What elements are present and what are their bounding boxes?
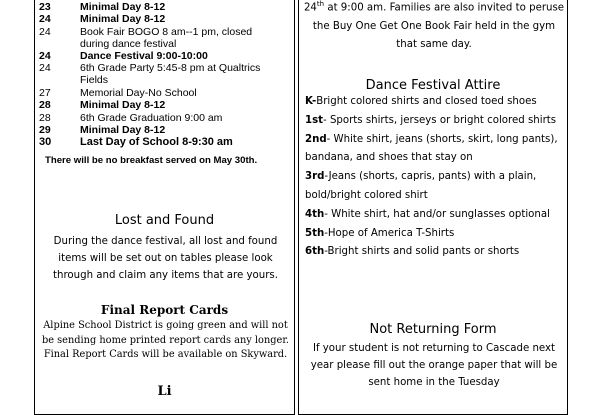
calendar-day: 24 bbox=[39, 50, 51, 63]
calendar-event: 6th Grade Party 5:45-8 pm at Qualtrics Fields bbox=[80, 62, 261, 87]
final-report-text: Alpine School District is going green and will not be sending home printed report cards any longer. Final Report Cards will be available on Skyward. bbox=[41, 320, 290, 360]
calendar-day: 24 bbox=[39, 13, 51, 26]
attire-item bbox=[305, 225, 567, 244]
attire-item bbox=[305, 112, 567, 131]
attire-item bbox=[305, 168, 567, 206]
attire-description: Bright colored shirts and closed toed shoes bbox=[316, 96, 537, 107]
not-returning-title: Not Returning Form bbox=[369, 322, 497, 337]
calendar-event: Minimal Day 8-12 bbox=[80, 99, 166, 112]
attire-item bbox=[305, 206, 567, 225]
calendar-day: 29 bbox=[39, 123, 51, 136]
calendar-day: 27 bbox=[39, 87, 51, 100]
calendar-list bbox=[35, 1, 294, 149]
calendar-row bbox=[35, 62, 294, 87]
calendar-event: Minimal Day 8-12 bbox=[80, 123, 166, 136]
cut-off-heading: Li bbox=[157, 384, 172, 399]
attire-grade: 6th bbox=[305, 246, 325, 258]
not-returning-text: If your student is not returning to Cascade next year please fill out the orange paper that will be sent home in the Tuesday bbox=[310, 343, 558, 388]
calendar-day: 23 bbox=[39, 1, 51, 13]
calendar-row bbox=[35, 1, 294, 13]
attire-description: -Hope of America T-Shirts bbox=[324, 227, 455, 239]
calendar-row bbox=[35, 124, 294, 136]
lost-found-title: Lost and Found bbox=[114, 213, 215, 228]
calendar-day: 28 bbox=[39, 99, 51, 112]
intro-date-suffix: th bbox=[316, 0, 325, 8]
attire-description: - White shirt, jeans (shorts, skirt, long pants), bandana, and shoes that stay on bbox=[305, 133, 558, 164]
intro-date: 24 bbox=[303, 2, 317, 14]
attire-description: -Bright shirts and solid pants or shorts bbox=[324, 246, 520, 258]
calendar-event: Last Day of School 8-9:30 am bbox=[80, 136, 233, 149]
calendar-day: 30 bbox=[39, 136, 52, 149]
calendar-event: Memorial Day-No School bbox=[80, 87, 197, 100]
intro-text: at 9:00 am. Families are also invited to peruse the Buy One Get One Book Fair held in the gym that same day. bbox=[312, 2, 565, 51]
left-column bbox=[34, 0, 295, 415]
attire-grade: 5th bbox=[305, 227, 325, 239]
calendar-row bbox=[35, 99, 294, 111]
calendar-event: Minimal Day 8-12 bbox=[80, 13, 166, 26]
attire-title: Dance Festival Attire bbox=[365, 78, 501, 93]
festival-intro bbox=[301, 0, 567, 55]
attire-list bbox=[305, 93, 567, 262]
attire-grade: 4th bbox=[305, 208, 325, 220]
attire-description: -Jeans (shorts, capris, pants) with a plain, bold/bright colored shirt bbox=[305, 171, 537, 201]
breakfast-note: There will be no breakfast served on May 30th. bbox=[45, 155, 258, 166]
calendar-event: Dance Festival 9:00-10:00 bbox=[80, 50, 208, 63]
calendar-row bbox=[35, 50, 294, 62]
calendar-row bbox=[35, 87, 294, 99]
attire-item bbox=[305, 243, 567, 262]
attire-grade: 1st bbox=[305, 114, 324, 126]
calendar-event: Minimal Day 8-12 bbox=[80, 1, 166, 13]
attire-description: - Sports shirts, jerseys or bright colored shirts bbox=[323, 114, 557, 126]
attire-item bbox=[305, 131, 567, 169]
calendar-day: 24 bbox=[39, 25, 51, 38]
attire-grade: K- bbox=[305, 96, 317, 107]
attire-grade: 3rd bbox=[305, 171, 325, 183]
calendar-event: 6th Grade Graduation 9:00 am bbox=[80, 111, 223, 124]
calendar-row bbox=[35, 112, 294, 124]
calendar-day: 28 bbox=[39, 111, 51, 124]
calendar-event: Book Fair BOGO 8 am--1 pm, closed during dance festival bbox=[80, 25, 253, 50]
right-column bbox=[298, 0, 568, 415]
calendar-row bbox=[35, 136, 294, 148]
attire-description: - White shirt, hat and/or sunglasses optional bbox=[324, 208, 550, 220]
calendar-day: 24 bbox=[39, 62, 51, 75]
calendar-row bbox=[35, 26, 294, 51]
attire-grade: 2nd bbox=[305, 133, 327, 145]
final-report-title: Final Report Cards bbox=[100, 303, 229, 317]
lost-found-text: During the dance festival, all lost and found items will be set out on tables please look through and claim any items that are yours. bbox=[53, 236, 278, 281]
attire-item bbox=[305, 93, 567, 112]
calendar-row bbox=[35, 13, 294, 25]
